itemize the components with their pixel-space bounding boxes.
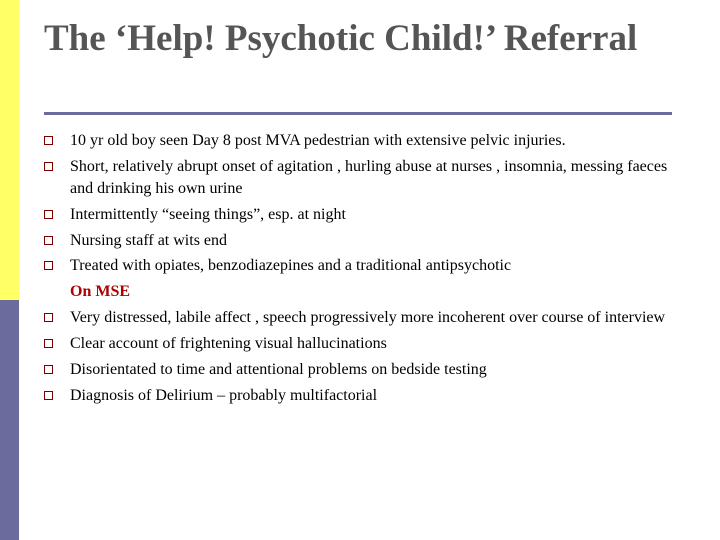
decorative-sidebar-yellow [0,0,19,300]
list-item-text: Disorientated to time and attentional problems on bedside testing [70,360,487,378]
list-item [40,253,680,279]
list-item-text: 10 yr old boy seen Day 8 post MVA pedestrian with extensive pelvic injuries. [70,132,566,149]
list-item [40,128,680,154]
list-item-text: Diagnosis of Delirium – probably multifactorial [70,386,378,404]
decorative-sidebar-purple [0,300,19,540]
list-item [40,331,680,357]
hollow-square-icon [44,261,53,270]
list-item [40,305,680,331]
section-heading [40,279,680,305]
list-item-text: Short, relatively abrupt onset of agitation , hurling abuse at nurses , insomnia, messing faeces and drinking his own urine [70,157,668,197]
list-item [40,228,680,254]
bullet-list [40,128,680,408]
hollow-square-icon [44,391,53,400]
hollow-square-icon [44,313,53,322]
list-item [40,202,680,228]
hollow-square-icon [44,236,53,245]
slide-title: The ‘Help! Psychotic Child!’ Referral [44,18,638,59]
list-item-text: Treated with opiates, benzodiazepines and a traditional antipsychotic [70,257,512,275]
mse-heading: On MSE [70,283,131,301]
list-item [40,154,680,202]
list-item-text: Very distressed, labile affect , speech progressively more incoherent over course of interview [70,308,666,326]
list-item-text: Intermittently “seeing things”, esp. at night [70,205,346,223]
list-item-text: Clear account of frightening visual hallucinations [70,334,387,352]
hollow-square-icon [44,365,53,374]
hollow-square-icon [44,339,53,348]
list-item [40,383,680,409]
list-item-text: Nursing staff at wits end [70,231,228,249]
hollow-square-icon [44,162,53,171]
title-divider [44,112,672,115]
hollow-square-icon [44,210,53,219]
hollow-square-icon [44,136,53,145]
list-item [40,357,680,383]
